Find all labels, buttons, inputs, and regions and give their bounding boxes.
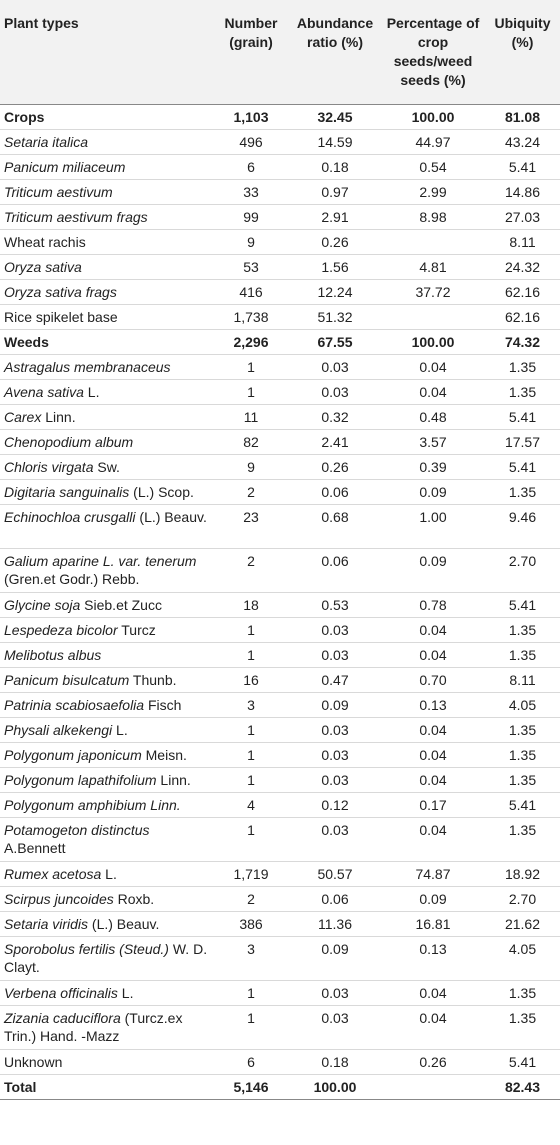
cell-percentage: 0.13 (381, 693, 485, 718)
table-row (0, 768, 560, 793)
cell-ubiquity: 18.92 (485, 862, 560, 887)
plant-name-segment: (L.) Beauv. (135, 509, 207, 525)
cell-abundance: 0.03 (289, 380, 381, 405)
cell-plant-type (0, 618, 213, 643)
cell-abundance: 2.41 (289, 430, 381, 455)
table-row (0, 205, 560, 230)
plant-name-segment: Galium aparine L. var. tenerum (4, 553, 197, 569)
cell-plant-type (0, 230, 213, 255)
cell-abundance: 0.03 (289, 768, 381, 793)
cell-percentage: 44.97 (381, 130, 485, 155)
cell-abundance: 0.09 (289, 937, 381, 981)
cell-percentage: 0.17 (381, 793, 485, 818)
cell-number: 3 (213, 937, 289, 981)
cell-ubiquity: 62.16 (485, 305, 560, 330)
cell-ubiquity: 74.32 (485, 330, 560, 355)
cell-ubiquity: 5.41 (485, 155, 560, 180)
cell-plant-type (0, 505, 213, 549)
plant-name-segment: L. (112, 722, 128, 738)
cell-plant-type (0, 693, 213, 718)
cell-plant-type (0, 205, 213, 230)
plant-name-segment: Polygonum japonicum (4, 747, 142, 763)
cell-ubiquity: 9.46 (485, 505, 560, 549)
cell-abundance: 0.03 (289, 355, 381, 380)
plant-name-segment: A.Bennett (4, 840, 66, 856)
cell-percentage: 0.39 (381, 455, 485, 480)
cell-ubiquity: 1.35 (485, 718, 560, 743)
plant-name-segment: Panicum miliaceum (4, 159, 126, 175)
cell-plant-type (0, 668, 213, 693)
cell-number: 18 (213, 593, 289, 618)
table-row (0, 255, 560, 280)
table-row (0, 455, 560, 480)
cell-number: 23 (213, 505, 289, 549)
plant-name-segment: Sporobolus fertilis (Steud.) (4, 941, 169, 957)
cell-percentage: 0.04 (381, 1006, 485, 1050)
cell-abundance: 0.12 (289, 793, 381, 818)
cell-plant-type (0, 862, 213, 887)
table-row (0, 937, 560, 981)
table-row (0, 981, 560, 1006)
cell-number: 2 (213, 887, 289, 912)
cell-percentage: 74.87 (381, 862, 485, 887)
cell-percentage: 3.57 (381, 430, 485, 455)
plant-name-segment: W. D. Clayt. (4, 941, 208, 975)
plant-name-segment: Meisn. (141, 747, 187, 763)
cell-ubiquity: 24.32 (485, 255, 560, 280)
cell-plant-type (0, 643, 213, 668)
cell-ubiquity: 1.35 (485, 743, 560, 768)
cell-percentage: 0.26 (381, 1050, 485, 1075)
plant-name-segment: Echinochloa crusgalli (4, 509, 136, 525)
cell-ubiquity: 27.03 (485, 205, 560, 230)
cell-abundance: 0.03 (289, 981, 381, 1006)
cell-abundance: 0.53 (289, 593, 381, 618)
cell-plant-type (0, 937, 213, 981)
table-row (0, 405, 560, 430)
cell-abundance: 0.09 (289, 693, 381, 718)
plant-name-segment: Chenopodium album (4, 434, 134, 450)
cell-percentage: 0.54 (381, 155, 485, 180)
cell-ubiquity: 82.43 (485, 1075, 560, 1100)
cell-percentage: 0.04 (381, 743, 485, 768)
cell-percentage: 100.00 (381, 330, 485, 355)
cell-percentage: 37.72 (381, 280, 485, 305)
cell-abundance: 0.03 (289, 643, 381, 668)
cell-plant-type (0, 255, 213, 280)
plant-name-segment: Rice spikelet base (4, 309, 118, 325)
cell-number: 4 (213, 793, 289, 818)
cell-number: 416 (213, 280, 289, 305)
plant-name-segment: Sieb.et Zucc (80, 597, 162, 613)
group-row (0, 105, 560, 130)
cell-plant-type (0, 155, 213, 180)
header-percentage: Percentage of crop seeds/weed seeds (%) (381, 0, 485, 105)
plant-name-segment: Potamogeton distinctus (4, 822, 150, 838)
plant-name-segment: Oryza sativa frags (4, 284, 117, 300)
header-number: Number (grain) (213, 0, 289, 105)
table-row (0, 793, 560, 818)
table-row (0, 380, 560, 405)
cell-number: 386 (213, 912, 289, 937)
cell-ubiquity: 62.16 (485, 280, 560, 305)
table-row (0, 1006, 560, 1050)
cell-percentage (381, 1075, 485, 1100)
cell-abundance: 1.56 (289, 255, 381, 280)
cell-plant-type (0, 280, 213, 305)
plant-name-segment: L. (117, 985, 134, 1001)
cell-number: 6 (213, 155, 289, 180)
cell-plant-type (0, 593, 213, 618)
cell-number: 1 (213, 718, 289, 743)
plant-name-segment: Linn. (156, 772, 191, 788)
table-row (0, 549, 560, 593)
cell-number: 2 (213, 549, 289, 593)
cell-plant-type (0, 1050, 213, 1075)
cell-number: 9 (213, 230, 289, 255)
cell-ubiquity: 5.41 (485, 593, 560, 618)
header-ubiquity: Ubiquity (%) (485, 0, 560, 105)
cell-percentage: 0.04 (381, 818, 485, 862)
plant-name-segment: Setaria viridis (4, 916, 89, 932)
cell-plant-type (0, 380, 213, 405)
plant-name-segment: Scirpus juncoides (4, 891, 114, 907)
cell-abundance: 2.91 (289, 205, 381, 230)
plant-name-segment: Digitaria sanguinalis (4, 484, 130, 500)
cell-abundance: 0.32 (289, 405, 381, 430)
cell-plant-type (0, 793, 213, 818)
cell-number: 1 (213, 768, 289, 793)
table-row (0, 643, 560, 668)
plant-name-segment: Patrinia scabiosaefolia (4, 697, 145, 713)
cell-plant-type (0, 1006, 213, 1050)
cell-ubiquity: 1.35 (485, 768, 560, 793)
cell-ubiquity: 1.35 (485, 480, 560, 505)
plant-name-segment: Triticum aestivum (4, 184, 113, 200)
cell-plant-type (0, 887, 213, 912)
plant-name-segment: Chloris virgata (4, 459, 94, 475)
cell-ubiquity: 1.35 (485, 618, 560, 643)
plant-name-segment: Total (4, 1079, 37, 1095)
cell-abundance: 67.55 (289, 330, 381, 355)
table-row (0, 230, 560, 255)
table-row (0, 912, 560, 937)
header-abundance: Abundance ratio (%) (289, 0, 381, 105)
cell-ubiquity: 21.62 (485, 912, 560, 937)
table-row (0, 818, 560, 862)
header-plant-types: Plant types (0, 0, 213, 105)
plant-name-segment: Unknown (4, 1054, 63, 1070)
cell-abundance: 32.45 (289, 105, 381, 130)
table-row (0, 480, 560, 505)
cell-abundance: 0.68 (289, 505, 381, 549)
cell-ubiquity: 14.86 (485, 180, 560, 205)
cell-number: 5,146 (213, 1075, 289, 1100)
table-row (0, 355, 560, 380)
cell-percentage: 16.81 (381, 912, 485, 937)
cell-ubiquity: 4.05 (485, 937, 560, 981)
plant-name-segment: Weeds (4, 334, 49, 350)
cell-plant-type (0, 130, 213, 155)
cell-plant-type (0, 768, 213, 793)
plant-name-segment: Carex (4, 409, 42, 425)
cell-plant-type (0, 430, 213, 455)
cell-percentage: 8.98 (381, 205, 485, 230)
cell-abundance: 11.36 (289, 912, 381, 937)
cell-number: 1 (213, 355, 289, 380)
cell-ubiquity: 5.41 (485, 455, 560, 480)
cell-abundance: 14.59 (289, 130, 381, 155)
cell-abundance: 0.06 (289, 887, 381, 912)
cell-plant-type (0, 405, 213, 430)
group-row (0, 330, 560, 355)
cell-ubiquity: 2.70 (485, 887, 560, 912)
cell-abundance: 0.03 (289, 1006, 381, 1050)
table-row (0, 718, 560, 743)
table-row (0, 693, 560, 718)
plant-name-segment: Avena sativa (4, 384, 84, 400)
cell-percentage: 0.09 (381, 549, 485, 593)
plant-name-segment: Verbena officinalis (4, 985, 118, 1001)
cell-plant-type (0, 549, 213, 593)
cell-plant-type (0, 330, 213, 355)
cell-number: 1 (213, 818, 289, 862)
cell-percentage: 0.78 (381, 593, 485, 618)
cell-number: 99 (213, 205, 289, 230)
plant-name-segment: Melibotus albus (4, 647, 102, 663)
cell-number: 9 (213, 455, 289, 480)
cell-ubiquity: 1.35 (485, 981, 560, 1006)
cell-abundance: 0.26 (289, 455, 381, 480)
table-row (0, 618, 560, 643)
cell-abundance: 0.47 (289, 668, 381, 693)
cell-number: 1,719 (213, 862, 289, 887)
cell-plant-type (0, 105, 213, 130)
table-row (0, 155, 560, 180)
plant-name-segment: Glycine soja (4, 597, 81, 613)
cell-abundance: 0.18 (289, 155, 381, 180)
cell-abundance: 50.57 (289, 862, 381, 887)
cell-number: 53 (213, 255, 289, 280)
cell-percentage: 0.48 (381, 405, 485, 430)
table-row (0, 887, 560, 912)
plant-name-segment: Oryza sativa (4, 259, 82, 275)
cell-number: 6 (213, 1050, 289, 1075)
cell-number: 82 (213, 430, 289, 455)
plant-name-segment: Polygonum amphibium Linn. (4, 797, 181, 813)
cell-percentage: 4.81 (381, 255, 485, 280)
plant-name-segment: Panicum bisulcatum (4, 672, 130, 688)
cell-number: 1 (213, 1006, 289, 1050)
cell-number: 1 (213, 618, 289, 643)
plant-name-segment: Physali alkekengi (4, 722, 113, 738)
cell-ubiquity: 8.11 (485, 668, 560, 693)
cell-percentage: 0.09 (381, 480, 485, 505)
cell-ubiquity: 4.05 (485, 693, 560, 718)
cell-percentage: 1.00 (381, 505, 485, 549)
table-row (0, 430, 560, 455)
cell-number: 1 (213, 743, 289, 768)
cell-number: 496 (213, 130, 289, 155)
cell-number: 1 (213, 380, 289, 405)
cell-ubiquity: 5.41 (485, 405, 560, 430)
cell-number: 2,296 (213, 330, 289, 355)
cell-plant-type (0, 818, 213, 862)
cell-percentage: 0.04 (381, 718, 485, 743)
plant-name-segment: Fisch (144, 697, 182, 713)
cell-percentage (381, 230, 485, 255)
cell-percentage: 0.04 (381, 355, 485, 380)
table-row (0, 305, 560, 330)
plant-name-segment: (L.) Beauv. (88, 916, 160, 932)
table-row (0, 862, 560, 887)
cell-ubiquity: 81.08 (485, 105, 560, 130)
cell-percentage (381, 305, 485, 330)
plant-name-segment: L. (83, 384, 100, 400)
cell-number: 11 (213, 405, 289, 430)
cell-plant-type (0, 355, 213, 380)
cell-number: 3 (213, 693, 289, 718)
plant-name-segment: (Turcz.ex Trin.) Hand. -Mazz (4, 1010, 183, 1044)
plant-name-segment: Astragalus membranaceus (4, 359, 171, 375)
total-row (0, 1075, 560, 1100)
cell-ubiquity: 1.35 (485, 643, 560, 668)
table-row (0, 743, 560, 768)
header-row (0, 0, 560, 105)
cell-number: 16 (213, 668, 289, 693)
cell-abundance: 0.03 (289, 743, 381, 768)
cell-percentage: 0.70 (381, 668, 485, 693)
cell-ubiquity: 8.11 (485, 230, 560, 255)
cell-plant-type (0, 981, 213, 1006)
plant-name-segment: Sw. (93, 459, 120, 475)
cell-abundance: 0.26 (289, 230, 381, 255)
cell-percentage: 0.09 (381, 887, 485, 912)
plant-name-segment: (L.) Scop. (129, 484, 194, 500)
cell-number: 1,738 (213, 305, 289, 330)
plant-name-segment: Lespedeza bicolor (4, 622, 118, 638)
cell-number: 33 (213, 180, 289, 205)
plant-name-segment: Rumex acetosa (4, 866, 102, 882)
table-row (0, 280, 560, 305)
cell-percentage: 0.13 (381, 937, 485, 981)
table-body (0, 105, 560, 1100)
cell-plant-type (0, 455, 213, 480)
plant-name-segment: Wheat rachis (4, 234, 86, 250)
table-row (0, 1050, 560, 1075)
cell-abundance: 100.00 (289, 1075, 381, 1100)
cell-plant-type (0, 743, 213, 768)
plant-name-segment: Setaria italica (4, 134, 89, 150)
cell-abundance: 0.97 (289, 180, 381, 205)
cell-number: 1 (213, 981, 289, 1006)
cell-ubiquity: 2.70 (485, 549, 560, 593)
cell-percentage: 0.04 (381, 981, 485, 1006)
plant-name-segment: Roxb. (113, 891, 155, 907)
plant-name-segment: Zizania caduciflora (4, 1010, 121, 1026)
cell-ubiquity: 5.41 (485, 793, 560, 818)
cell-abundance: 0.06 (289, 480, 381, 505)
cell-percentage: 0.04 (381, 768, 485, 793)
cell-number: 2 (213, 480, 289, 505)
plant-name-segment: Triticum aestivum frags (4, 209, 148, 225)
cell-plant-type (0, 912, 213, 937)
cell-abundance: 0.03 (289, 718, 381, 743)
plant-name-segment: Thunb. (129, 672, 177, 688)
cell-abundance: 0.18 (289, 1050, 381, 1075)
cell-number: 1 (213, 643, 289, 668)
cell-ubiquity: 5.41 (485, 1050, 560, 1075)
cell-percentage: 0.04 (381, 380, 485, 405)
table-row (0, 180, 560, 205)
table-row (0, 593, 560, 618)
table-row (0, 505, 560, 549)
cell-ubiquity: 43.24 (485, 130, 560, 155)
table-row (0, 130, 560, 155)
plant-name-segment: Crops (4, 109, 45, 125)
cell-plant-type (0, 305, 213, 330)
cell-plant-type (0, 180, 213, 205)
plant-name-segment: (Gren.et Godr.) Rebb. (4, 571, 140, 587)
cell-ubiquity: 17.57 (485, 430, 560, 455)
plant-name-segment: Turcz (117, 622, 156, 638)
cell-ubiquity: 1.35 (485, 380, 560, 405)
cell-ubiquity: 1.35 (485, 1006, 560, 1050)
table-row (0, 668, 560, 693)
cell-percentage: 0.04 (381, 643, 485, 668)
cell-percentage: 2.99 (381, 180, 485, 205)
plant-name-segment: L. (101, 866, 117, 882)
cell-abundance: 12.24 (289, 280, 381, 305)
cell-abundance: 0.03 (289, 818, 381, 862)
cell-plant-type (0, 1075, 213, 1100)
cell-number: 1,103 (213, 105, 289, 130)
cell-percentage: 100.00 (381, 105, 485, 130)
cell-plant-type (0, 718, 213, 743)
cell-abundance: 0.06 (289, 549, 381, 593)
plant-name-segment: Linn. (41, 409, 76, 425)
cell-abundance: 0.03 (289, 618, 381, 643)
cell-ubiquity: 1.35 (485, 818, 560, 862)
cell-plant-type (0, 480, 213, 505)
cell-abundance: 51.32 (289, 305, 381, 330)
cell-ubiquity: 1.35 (485, 355, 560, 380)
cell-percentage: 0.04 (381, 618, 485, 643)
plant-name-segment: Polygonum lapathifolium (4, 772, 157, 788)
